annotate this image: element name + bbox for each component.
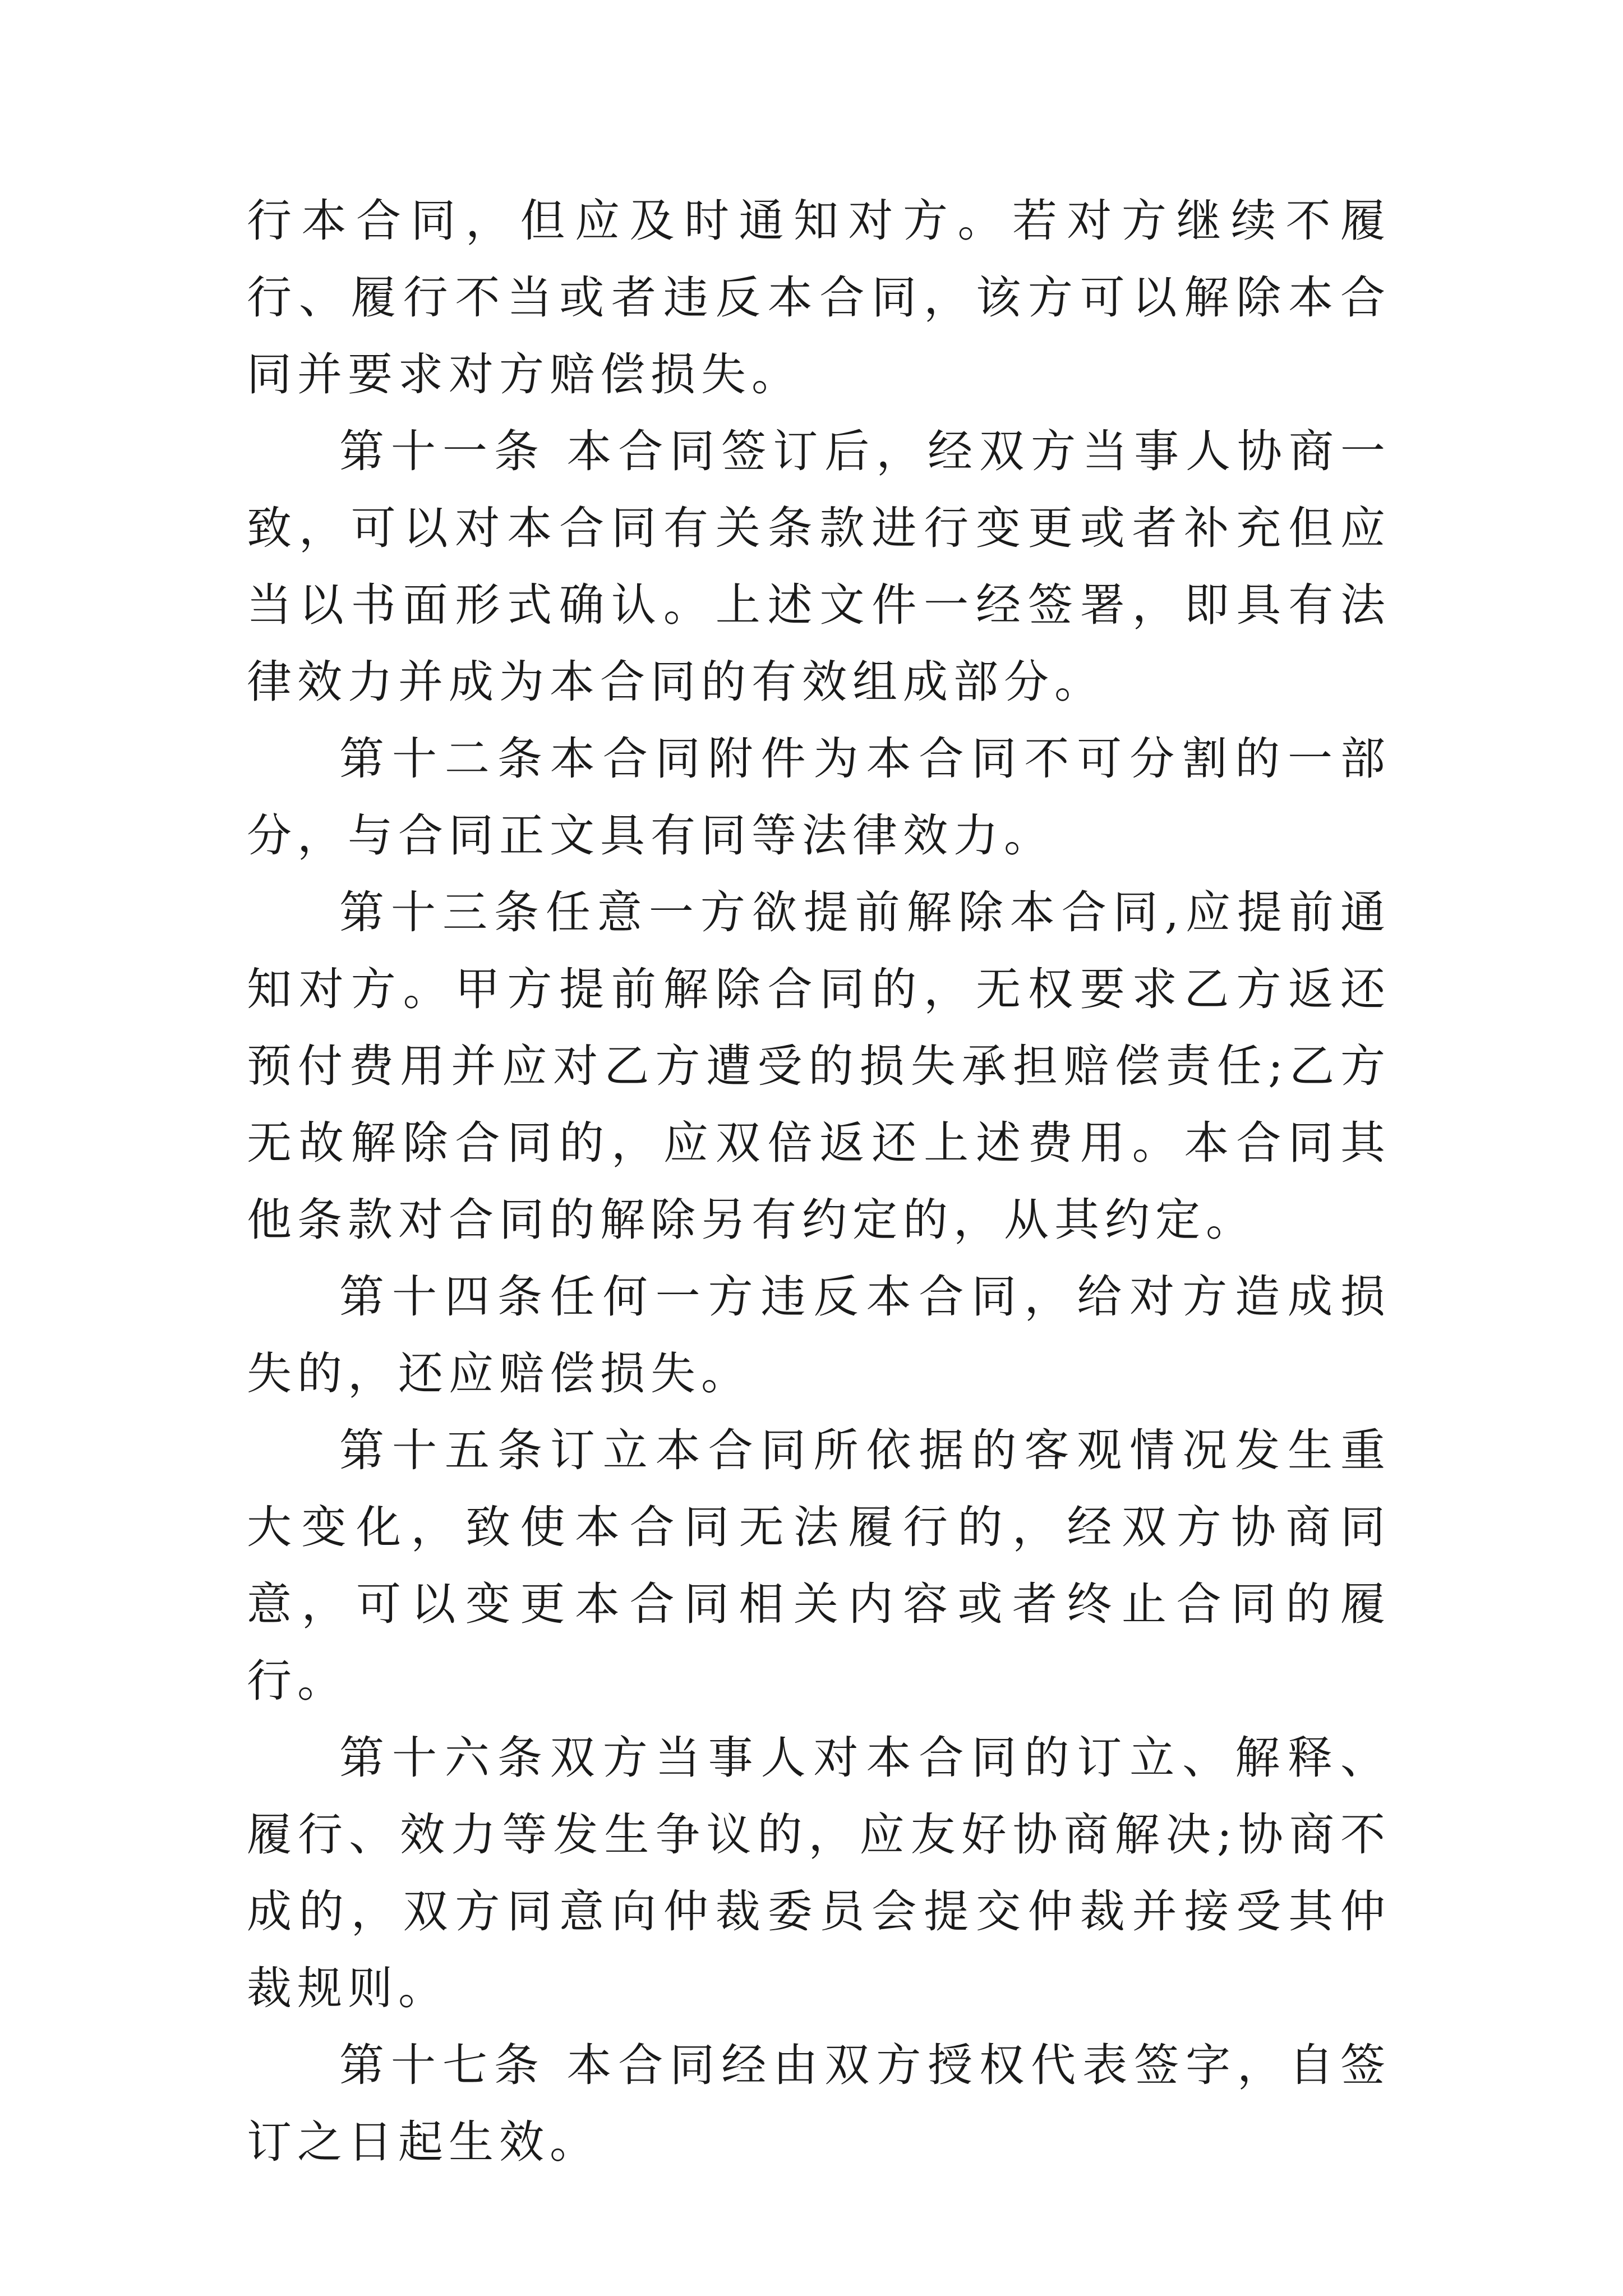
- paragraph-article-12: 第十二条本合同附件为本合同不可分割的一部分，与合同正文具有同等法律效力。: [247, 733, 1391, 862]
- paragraph-article-16: 第十六条双方当事人对本合同的订立、解释、履行、效力等发生争议的，应友好协商解决;协商不成的，双方同意向仲裁委员会提交仲裁并接受其仲裁规则。: [247, 1732, 1391, 2014]
- document-body: [247, 182, 1391, 2180]
- paragraph-article-17: 第十七条 本合同经由双方授权代表签字，自签订之日起生效。: [247, 2039, 1391, 2168]
- paragraph-article-15: 第十五条订立本合同所依据的客观情况发生重大变化，致使本合同无法履行的，经双方协商同意，可以变更本合同相关内容或者终止合同的履行。: [247, 1424, 1391, 1707]
- paragraph-continuation: 行本合同，但应及时通知对方。若对方继续不履行、履行不当或者违反本合同，该方可以解除本合同并要求对方赔偿损失。: [247, 195, 1391, 401]
- paragraph-article-14: 第十四条任何一方违反本合同，给对方造成损失的，还应赔偿损失。: [247, 1271, 1391, 1400]
- paragraph-article-13: 第十三条任意一方欲提前解除本合同,应提前通知对方。甲方提前解除合同的，无权要求乙方返还预付费用并应对乙方遭受的损失承担赔偿责任;乙方无故解除合同的，应双倍返还上述费用。本合同其他条款对合同的解除另有约定的，从其约定。: [247, 886, 1391, 1246]
- paragraph-article-11: 第十一条 本合同签订后，经双方当事人协商一致，可以对本合同有关条款进行变更或者补充但应当以书面形式确认。上述文件一经签署，即具有法律效力并成为本合同的有效组成部分。: [247, 425, 1391, 708]
